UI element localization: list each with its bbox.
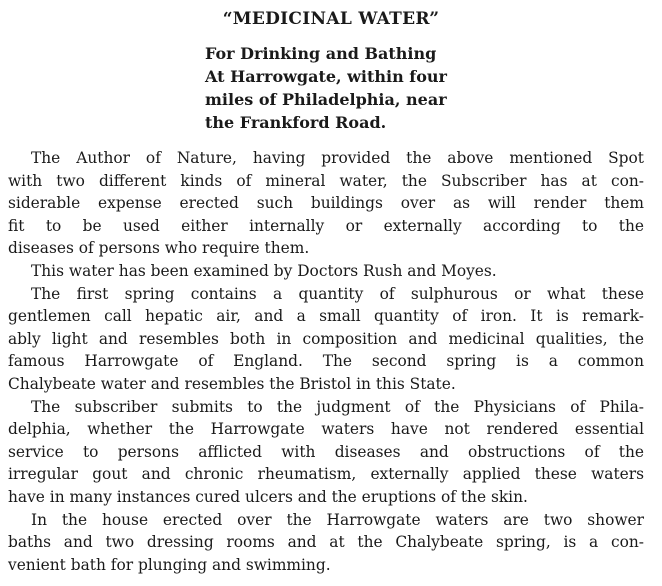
subtitle-line: At Harrowgate, within four <box>205 67 447 86</box>
text-line: famous Harrowgate of England. The second spring is a common <box>8 352 644 371</box>
document-title: “MEDICINAL WATER” <box>222 9 440 29</box>
text-line: gentlemen call hepatic air, and a small quantity of iron. It is remark- <box>8 307 644 326</box>
text-line: siderable expense erected such buildings over as will render them <box>8 194 644 213</box>
subtitle-line: For Drinking and Bathing <box>205 44 437 63</box>
document-body <box>8 147 644 576</box>
paragraph-subscriber-submits <box>8 396 644 509</box>
text-line: In the house erected over the Harrowgate waters are two shower <box>31 510 644 529</box>
text-line: baths and two dressing rooms and at the Chalybeate spring, is a con- <box>8 533 644 552</box>
text-line: service to persons afflicted with diseases and obstructions of the <box>8 442 644 461</box>
document-subtitle <box>205 42 447 134</box>
text-line: venient bath for plunging and swimming. <box>8 555 331 574</box>
subtitle-line: the Frankford Road. <box>205 113 387 132</box>
text-line: ably light and resembles both in composition and medicinal qualities, the <box>8 329 644 348</box>
text-line: diseases of persons who require them. <box>8 239 310 258</box>
text-line: Chalybeate water and resembles the Bristol in this State. <box>8 374 456 393</box>
text-line: The subscriber submits to the judgment of the Physicians of Phila- <box>31 397 644 416</box>
text-line: This water has been examined by Doctors Rush and Moyes. <box>31 261 497 280</box>
text-line: with two different kinds of mineral water, the Subscriber has at con- <box>8 171 644 190</box>
text-line: The Author of Nature, having provided the above mentioned Spot <box>31 149 644 167</box>
paragraph-house-erected <box>8 509 644 577</box>
paragraph-first-spring <box>8 283 644 396</box>
text-line: The first spring contains a quantity of sulphurous or what these <box>31 284 644 303</box>
subtitle-line: miles of Philadelphia, near <box>205 90 447 109</box>
text-line: delphia, whether the Harrowgate waters have not rendered essential <box>8 420 644 439</box>
paragraph-examined <box>8 260 644 283</box>
text-line: irregular gout and chronic rheumatism, externally applied these waters <box>8 465 644 484</box>
text-line: have in many instances cured ulcers and the eruptions of the skin. <box>8 487 528 506</box>
text-line: fit to be used either internally or externally according to the <box>8 216 644 235</box>
paragraph-author-of-nature <box>8 147 644 260</box>
